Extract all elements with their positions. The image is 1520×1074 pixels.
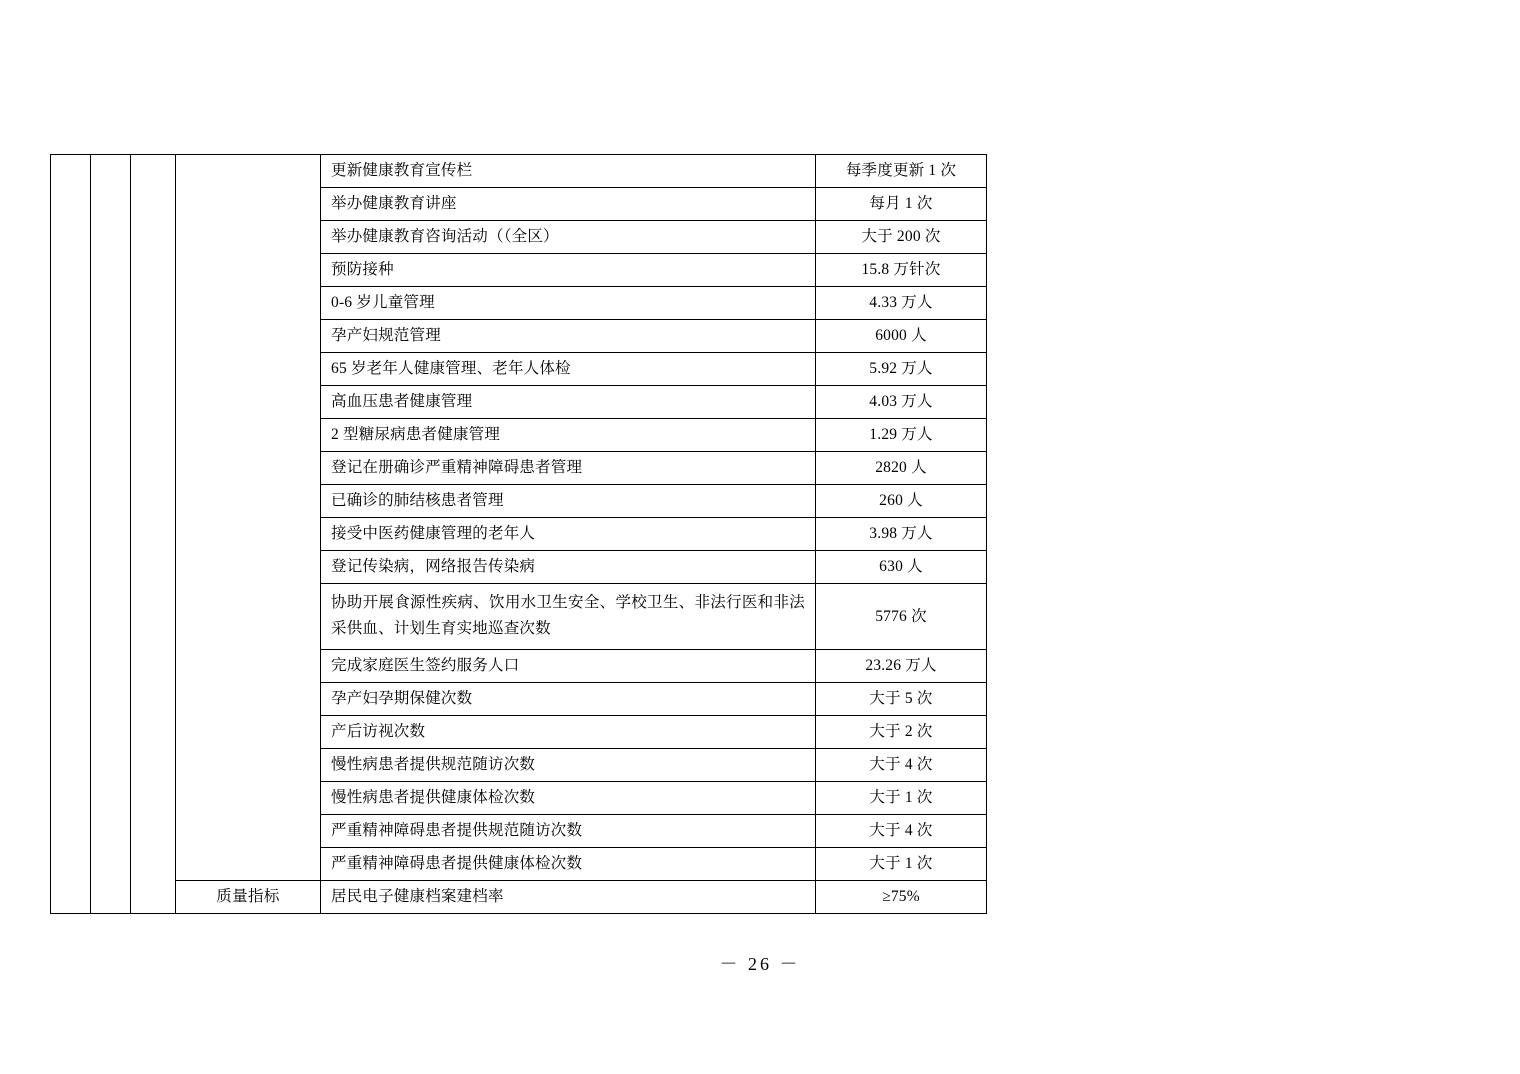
table-spine-cell-2	[91, 716, 131, 749]
table-spine-cell-3	[131, 155, 176, 188]
table-cell-item: 0-6 岁儿童管理	[321, 287, 816, 320]
table-spine-cell-2	[91, 353, 131, 386]
table-cell-item: 孕产妇规范管理	[321, 320, 816, 353]
table-cell-item: 接受中医药健康管理的老年人	[321, 518, 816, 551]
table-cell-value: 6000 人	[816, 320, 987, 353]
table-cell-value: ≥75%	[816, 881, 987, 914]
table-cell-item: 慢性病患者提供健康体检次数	[321, 782, 816, 815]
table-row	[51, 287, 987, 320]
table-cell-value: 大于 1 次	[816, 782, 987, 815]
table-spine-cell-3	[131, 221, 176, 254]
table-row	[51, 155, 987, 188]
table-spine-cell-1	[51, 221, 91, 254]
table-spine-cell-1	[51, 518, 91, 551]
table-row	[51, 749, 987, 782]
table-spine-cell-2	[91, 452, 131, 485]
table-cell-category	[176, 683, 321, 716]
table-spine-cell-3	[131, 386, 176, 419]
table-cell-item: 65 岁老年人健康管理、老年人体检	[321, 353, 816, 386]
table-cell-category	[176, 287, 321, 320]
table-spine-cell-1	[51, 815, 91, 848]
table-row	[51, 485, 987, 518]
table-spine-cell-3	[131, 551, 176, 584]
indicator-table	[50, 154, 987, 914]
table-cell-category	[176, 353, 321, 386]
table-spine-cell-3	[131, 782, 176, 815]
table-spine-cell-3	[131, 452, 176, 485]
table-spine-cell-1	[51, 485, 91, 518]
table-cell-value: 大于 4 次	[816, 749, 987, 782]
table-cell-value: 5.92 万人	[816, 353, 987, 386]
table-spine-cell-3	[131, 518, 176, 551]
table-cell-category: 质量指标	[176, 881, 321, 914]
table-spine-cell-1	[51, 749, 91, 782]
table-row	[51, 386, 987, 419]
table-cell-value: 260 人	[816, 485, 987, 518]
table-cell-value: 23.26 万人	[816, 650, 987, 683]
table-cell-category	[176, 320, 321, 353]
table-cell-item: 慢性病患者提供规范随访次数	[321, 749, 816, 782]
table-spine-cell-2	[91, 254, 131, 287]
table-row	[51, 254, 987, 287]
table-row	[51, 320, 987, 353]
table-body	[51, 155, 987, 914]
table-cell-value: 3.98 万人	[816, 518, 987, 551]
table-row	[51, 452, 987, 485]
table-spine-cell-1	[51, 848, 91, 881]
table-row	[51, 815, 987, 848]
table-cell-value: 大于 5 次	[816, 683, 987, 716]
table-spine-cell-1	[51, 386, 91, 419]
table-cell-item: 预防接种	[321, 254, 816, 287]
table-cell-category	[176, 584, 321, 650]
table-cell-item: 更新健康教育宣传栏	[321, 155, 816, 188]
table-spine-cell-1	[51, 320, 91, 353]
table-cell-category	[176, 518, 321, 551]
table-spine-cell-1	[51, 353, 91, 386]
table-row	[51, 848, 987, 881]
table-cell-value: 每季度更新 1 次	[816, 155, 987, 188]
table-cell-category	[176, 716, 321, 749]
table-cell-value: 630 人	[816, 551, 987, 584]
table-spine-cell-1	[51, 452, 91, 485]
table-spine-cell-2	[91, 584, 131, 650]
table-cell-category	[176, 749, 321, 782]
table-spine-cell-1	[51, 155, 91, 188]
page-number: － 26 －	[719, 954, 801, 974]
table-spine-cell-1	[51, 419, 91, 452]
table-spine-cell-1	[51, 551, 91, 584]
table-spine-cell-3	[131, 848, 176, 881]
table-spine-cell-2	[91, 749, 131, 782]
table-spine-cell-3	[131, 749, 176, 782]
table-spine-cell-1	[51, 287, 91, 320]
table-spine-cell-2	[91, 551, 131, 584]
table-cell-category	[176, 452, 321, 485]
table-spine-cell-1	[51, 881, 91, 914]
table-cell-category	[176, 419, 321, 452]
table-cell-value: 大于 4 次	[816, 815, 987, 848]
table-cell-category	[176, 782, 321, 815]
table-spine-cell-2	[91, 848, 131, 881]
table-cell-category	[176, 386, 321, 419]
table-row	[51, 782, 987, 815]
table-cell-value: 大于 1 次	[816, 848, 987, 881]
table-cell-value: 大于 2 次	[816, 716, 987, 749]
table-spine-cell-1	[51, 782, 91, 815]
table-cell-value: 2820 人	[816, 452, 987, 485]
table-row	[51, 353, 987, 386]
table-cell-item: 已确诊的肺结核患者管理	[321, 485, 816, 518]
table-cell-item: 严重精神障碍患者提供规范随访次数	[321, 815, 816, 848]
table-spine-cell-1	[51, 650, 91, 683]
table-cell-item: 2 型糖尿病患者健康管理	[321, 419, 816, 452]
table-cell-item: 登记传染病，网络报告传染病	[321, 551, 816, 584]
table-spine-cell-3	[131, 584, 176, 650]
table-spine-cell-2	[91, 155, 131, 188]
table-cell-item: 居民电子健康档案建档率	[321, 881, 816, 914]
table-spine-cell-3	[131, 287, 176, 320]
table-spine-cell-2	[91, 518, 131, 551]
table-spine-cell-2	[91, 188, 131, 221]
table-row	[51, 518, 987, 551]
table-spine-cell-2	[91, 881, 131, 914]
table-cell-item: 严重精神障碍患者提供健康体检次数	[321, 848, 816, 881]
table-spine-cell-3	[131, 716, 176, 749]
table-cell-category	[176, 551, 321, 584]
table-spine-cell-2	[91, 815, 131, 848]
table-row	[51, 419, 987, 452]
table-spine-cell-3	[131, 320, 176, 353]
table-spine-cell-2	[91, 287, 131, 320]
table-cell-value: 1.29 万人	[816, 419, 987, 452]
table-spine-cell-3	[131, 650, 176, 683]
table-cell-category	[176, 221, 321, 254]
table-spine-cell-2	[91, 320, 131, 353]
table-spine-cell-2	[91, 683, 131, 716]
table-row	[51, 716, 987, 749]
table-spine-cell-3	[131, 419, 176, 452]
table-cell-value: 每月 1 次	[816, 188, 987, 221]
table-spine-cell-2	[91, 221, 131, 254]
table-spine-cell-2	[91, 419, 131, 452]
table-cell-category	[176, 188, 321, 221]
table-cell-value: 5776 次	[816, 584, 987, 650]
table-cell-item: 产后访视次数	[321, 716, 816, 749]
table-cell-value: 大于 200 次	[816, 221, 987, 254]
table-row	[51, 221, 987, 254]
table-spine-cell-2	[91, 386, 131, 419]
table-cell-item: 完成家庭医生签约服务人口	[321, 650, 816, 683]
table-row	[51, 650, 987, 683]
table-spine-cell-3	[131, 188, 176, 221]
table-row	[51, 881, 987, 914]
table-cell-category	[176, 815, 321, 848]
table-cell-item: 孕产妇孕期保健次数	[321, 683, 816, 716]
table-spine-cell-1	[51, 584, 91, 650]
table-spine-cell-3	[131, 353, 176, 386]
table-cell-category	[176, 848, 321, 881]
table-spine-cell-1	[51, 683, 91, 716]
table-cell-value: 4.33 万人	[816, 287, 987, 320]
table-spine-cell-2	[91, 782, 131, 815]
table-row	[51, 584, 987, 650]
table-cell-value: 15.8 万针次	[816, 254, 987, 287]
table-spine-cell-1	[51, 254, 91, 287]
table-spine-cell-2	[91, 485, 131, 518]
table-cell-item: 举办健康教育咨询活动（（全区）	[321, 221, 816, 254]
table-cell-category	[176, 485, 321, 518]
table-spine-cell-1	[51, 716, 91, 749]
table-row	[51, 683, 987, 716]
table-spine-cell-3	[131, 815, 176, 848]
table-cell-category	[176, 650, 321, 683]
table-spine-cell-3	[131, 881, 176, 914]
table-cell-item: 高血压患者健康管理	[321, 386, 816, 419]
table-row	[51, 188, 987, 221]
table-cell-category	[176, 254, 321, 287]
table-cell-value: 4.03 万人	[816, 386, 987, 419]
table-cell-item: 协助开展食源性疾病、饮用水卫生安全、学校卫生、非法行医和非法采供血、计划生育实地巡查次数	[321, 584, 816, 650]
table-spine-cell-3	[131, 683, 176, 716]
table-spine-cell-1	[51, 188, 91, 221]
table-cell-item: 举办健康教育讲座	[321, 188, 816, 221]
table-row	[51, 551, 987, 584]
table-spine-cell-3	[131, 485, 176, 518]
table-cell-category	[176, 155, 321, 188]
table-spine-cell-3	[131, 254, 176, 287]
table-cell-item: 登记在册确诊严重精神障碍患者管理	[321, 452, 816, 485]
table-spine-cell-2	[91, 650, 131, 683]
